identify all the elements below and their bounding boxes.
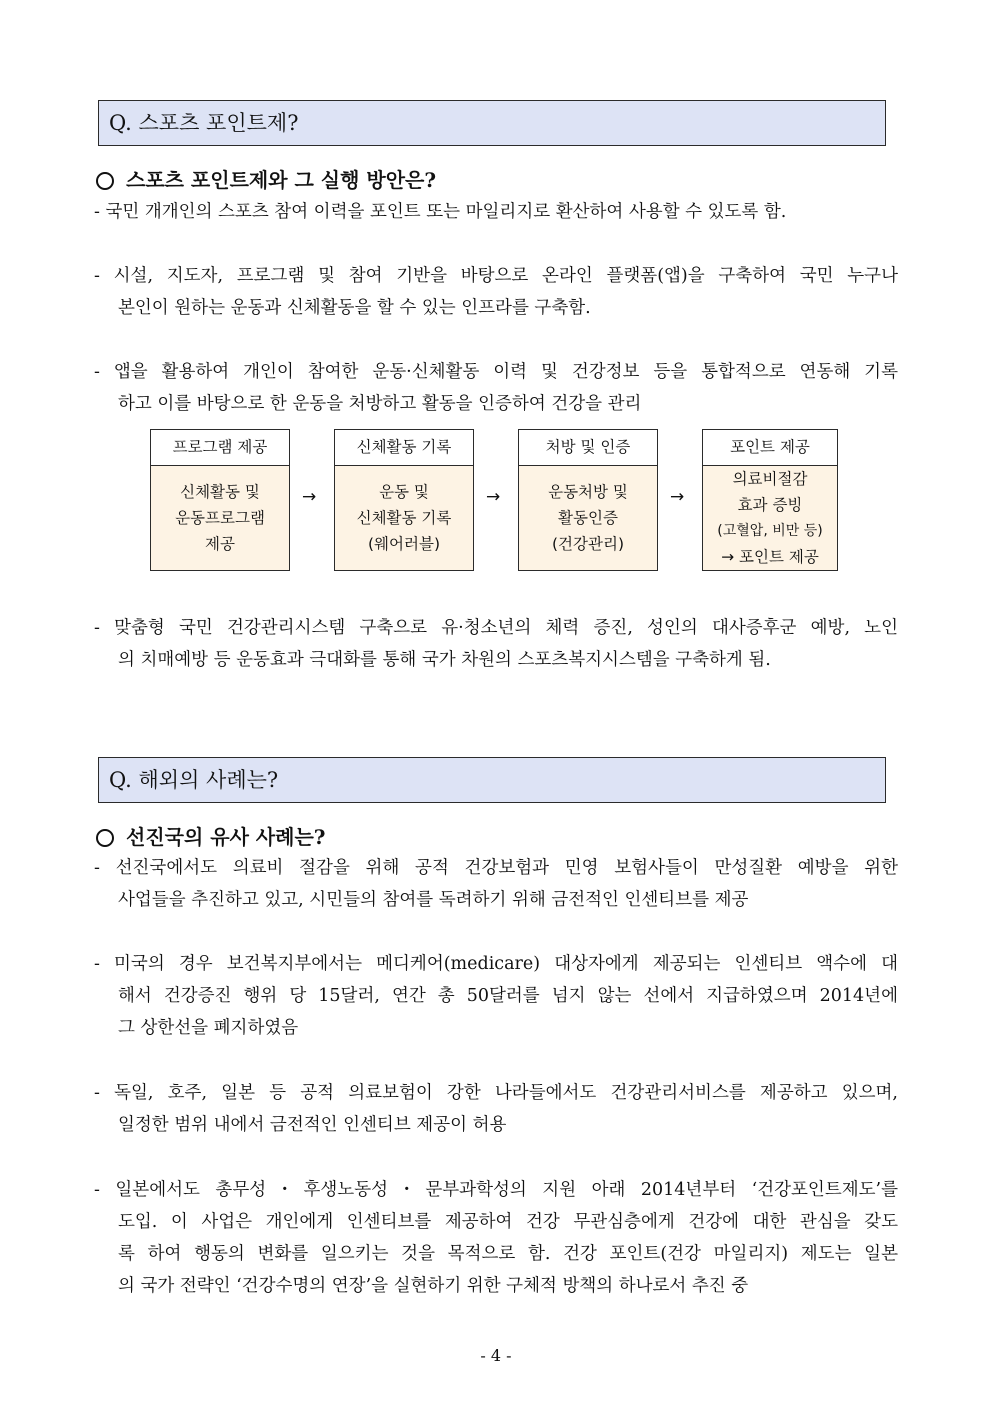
bullet-line: - 독일, 호주, 일본 등 공적 의료보험이 강한 나라들에서도 건강관리서비스를 제공하고 있으며,: [94, 1083, 898, 1103]
flow-box-body: [151, 466, 289, 570]
bullet-line: - 시설, 지도자, 프로그램 및 참여 기반을 바탕으로 온라인 플랫폼(앱)을 구축하여 국민 누구나: [94, 266, 898, 286]
flow-body-line: 효과 증빙: [737, 496, 803, 514]
bullet-paragraph: [94, 1077, 898, 1141]
section-heading: [96, 821, 326, 850]
flow-box-point: [702, 429, 838, 571]
bullet-line: - 일본에서도 총무성・후생노동성・문부과학성의 지원 아래 2014년부터 ‘건강포인트제도’를: [94, 1180, 898, 1200]
flow-box-prescription: [518, 429, 658, 571]
circle-bullet-icon: [96, 829, 114, 847]
bullet-line: 하고 이를 바탕으로 한 운동을 처방하고 활동을 인증하여 건강을 관리: [118, 394, 642, 414]
bullet-paragraph: [94, 612, 898, 676]
flow-body-line: 운동프로그램: [175, 509, 265, 527]
flow-box-record: [334, 429, 474, 571]
flow-box-title: 처방 및 인증: [519, 430, 657, 466]
flow-box-body: [519, 466, 657, 570]
heading-text: 스포츠 포인트제와 그 실행 방안은?: [126, 168, 437, 192]
bullet-line: - 미국의 경우 보건복지부에서는 메디케어(medicare) 대상자에게 제공되는 인센티브 액수에 대: [94, 954, 898, 974]
bullet-line: 일정한 범위 내에서 금전적인 인센티브 제공이 허용: [118, 1115, 507, 1135]
bullet-line: - 국민 개개인의 스포츠 참여 이력을 포인트 또는 마일리지로 환산하여 사용할 수 있도록 함.: [94, 202, 787, 222]
bullet-line: 의 치매예방 등 운동효과 극대화를 통해 국가 차원의 스포츠복지시스템을 구축하게 됨.: [118, 650, 771, 670]
flow-box-body: [703, 466, 837, 570]
bullet-line: 도입. 이 사업은 개인에게 인센티브를 제공하여 건강 무관심층에게 건강에 대한 관심을 갖도: [118, 1212, 898, 1232]
bullet-paragraph: [94, 196, 898, 228]
flow-box-title: 신체활동 기록: [335, 430, 473, 466]
bullet-paragraph: [94, 948, 898, 1044]
flow-body-line: 신체활동 기록: [356, 509, 452, 527]
question-box-sports-point: [98, 100, 886, 146]
flow-body-line: (웨어러블): [368, 535, 440, 553]
page-number: - 4 -: [480, 1346, 512, 1365]
bullet-line: 의 국가 전략인 ‘건강수명의 연장’을 실현하기 위한 구체적 방책의 하나로서 추진 중: [118, 1276, 749, 1296]
bullet-line: 해서 건강증진 행위 당 15달러, 연간 총 50달러를 넘지 않는 선에서 지급하였으며 2014년에: [118, 986, 898, 1006]
bullet-line: 본인이 원하는 운동과 신체활동을 할 수 있는 인프라를 구축함.: [118, 298, 591, 318]
question-title: Q. 스포츠 포인트제?: [109, 111, 299, 135]
process-flow-diagram: [150, 429, 840, 573]
heading-text: 선진국의 유사 사례는?: [126, 825, 326, 849]
question-box-overseas: [98, 757, 886, 803]
section-heading: [96, 164, 436, 193]
question-title: Q. 해외의 사례는?: [109, 768, 279, 792]
flow-body-line: (고혈압, 비만 등): [717, 523, 823, 539]
right-arrow-icon: →: [670, 487, 685, 507]
flow-body-line: 제공: [205, 535, 235, 553]
flow-box-title: 프로그램 제공: [151, 430, 289, 466]
flow-body-line: 신체활동 및: [180, 483, 260, 501]
flow-body-line: 운동처방 및: [548, 483, 628, 501]
flow-body-line: (건강관리): [552, 535, 624, 553]
flow-body-line: 운동 및: [379, 483, 429, 501]
right-arrow-icon: →: [302, 487, 317, 507]
flow-body-line: 활동인증: [558, 509, 618, 527]
right-arrow-icon: →: [486, 487, 501, 507]
bullet-line: - 선진국에서도 의료비 절감을 위해 공적 건강보험과 민영 보험사들이 만성질환 예방을 위한: [94, 858, 898, 878]
flow-box-body: [335, 466, 473, 570]
flow-body-line: → 포인트 제공: [721, 548, 819, 566]
bullet-line: - 맞춤형 국민 건강관리시스템 구축으로 유·청소년의 체력 증진, 성인의 대사증후군 예방, 노인: [94, 618, 898, 638]
bullet-line: 그 상한선을 폐지하였음: [118, 1018, 299, 1038]
bullet-line: - 앱을 활용하여 개인이 참여한 운동·신체활동 이력 및 건강정보 등을 통합적으로 연동해 기록: [94, 362, 898, 382]
bullet-paragraph: [94, 260, 898, 324]
bullet-paragraph: [94, 1174, 898, 1302]
flow-box-program: [150, 429, 290, 571]
bullet-line: 록 하여 행동의 변화를 일으키는 것을 목적으로 함. 건강 포인트(건강 마일리지) 제도는 일본: [118, 1244, 898, 1264]
bullet-paragraph: [94, 852, 898, 916]
circle-bullet-icon: [96, 172, 114, 190]
flow-body-line: 의료비절감: [732, 470, 808, 488]
flow-box-title: 포인트 제공: [703, 430, 837, 466]
bullet-paragraph: [94, 356, 898, 420]
bullet-line: 사업들을 추진하고 있고, 시민들의 참여를 독려하기 위해 금전적인 인센티브를 제공: [118, 890, 749, 910]
